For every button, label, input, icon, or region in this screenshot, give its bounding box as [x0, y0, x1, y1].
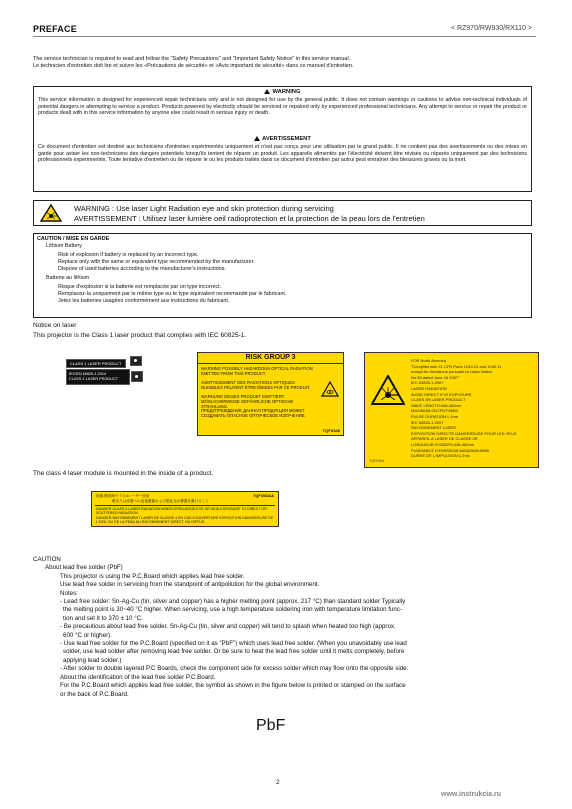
- module-text: The class 4 laser module is mounted in the inside of a product.: [33, 470, 214, 477]
- class-laser-line: LASER RADIATION: [411, 386, 447, 391]
- risk-line: WARNING POSSIBLY HAZARDOUS OPTICAL RADIATION EMITTED FROM THIS PRODUCT.: [201, 366, 313, 376]
- battery-line-fr: Remplacez-la uniquement par le même type ou le type équivalent recommandé par le fabricant.: [58, 291, 287, 297]
- laser-warning-en: WARNING : Use laser Light Radiation eye and skin protection during servicing: [74, 204, 334, 213]
- laser-warning-fr: AVERTISSEMENT : Utilisez laser lumière oeil radioprotection et la protection de la peau lors de l'entretien: [74, 214, 425, 223]
- lead-free-caution: [33, 556, 533, 699]
- class-laser-line: FOR North America: [411, 358, 446, 363]
- class1-label-text: CLASS 1 LASER PRODUCT: [66, 359, 126, 368]
- notice-heading: Notice on laser: [33, 322, 77, 329]
- warning-heading: WARNING: [34, 89, 531, 95]
- battery-line-fr: Jetez les batteries usagées conformément aux instructions du fabricant.: [58, 298, 230, 304]
- eye-hazard-icon: [321, 381, 339, 397]
- jp-label-line: 眼または皮膚への直接暴露および散乱光の暴露を避けること: [112, 499, 210, 503]
- battery-line: Risk of explosion if battery is replaced by an incorrect type.: [58, 252, 199, 258]
- class-laser-line: CLASS 3R LASER PRODUCT: [411, 397, 466, 403]
- avertissement-heading: AVERTISSEMENT: [34, 136, 531, 142]
- laser-hazard-icon: [40, 204, 62, 222]
- jp-label-divider: [95, 505, 275, 506]
- iec-label-line: CLASS 1 LASER PRODUCT: [69, 377, 118, 381]
- watermark: www.instrukcia.ru: [441, 791, 502, 798]
- jp-label-line: 危険-開放時クラス4レーザー放射: [96, 494, 150, 498]
- class-laser-line: No.50 dated June 24 2007": [411, 374, 460, 380]
- note-line: - Be precautious about lead free solder. Sn-Ag-Cu (tin, silver and copper) will tend to splash when heated too high (approx.: [60, 623, 396, 631]
- class-laser-line: "Complies with 21 CFR Parts 1040.10 and 1040.11: [411, 363, 502, 369]
- notes-label: Notes:: [60, 589, 78, 597]
- warning-text: This service information is designed for experienced repair technicians only and is not designed for use by the general public. It does not contain warnings or cautions to advise non-technical individuals of potential dangers in attempting to service a product. Products powered by electricity should be serviced or repaired only by experienced professional technicians. Any attempt to service or repair the product or products dealt with in this service information by anyone else could result in serious injury or death.: [38, 97, 527, 116]
- caution-subheading: About lead free solder (PbF): [45, 564, 123, 572]
- class-laser-label: [364, 352, 539, 468]
- jp-label-line: DANGER-CLASS 4 LASER RADIATION WHEN OPEN AVOID EYE OR SKIN EXPOSURE TO DIRECT OR SCATTERED RADIATION: [96, 507, 267, 516]
- risk-group-title: RISK GROUP 3: [198, 353, 343, 364]
- battery-line: Replace only with the same or equivalent type recommended by the manufacturer.: [58, 259, 255, 265]
- class-laser-line: MAXIMUM OUTPUT:5MW: [411, 408, 458, 414]
- note-line: the melting point is 30~40 °C higher. When servicing, use a high temperature soldering iron with temperature limitation func-: [63, 606, 403, 614]
- caution-heading: CAUTION / MISE EN GARDE: [37, 236, 110, 242]
- class-laser-line: IEC 60825-1:2007: [411, 380, 444, 386]
- warning-box: [33, 86, 532, 192]
- page-title: PREFACE: [33, 24, 77, 34]
- class-laser-line: LONGUEUR D'ONDES:448-462nm: [411, 442, 475, 447]
- warning-triangle-icon: [264, 89, 270, 94]
- battery-title: Lithium Battery: [46, 243, 82, 249]
- caution-paragraph: or the back of P.C.Board.: [60, 690, 129, 698]
- caution-heading: CAUTION: [33, 556, 61, 563]
- laser-starburst-icon: [130, 356, 142, 366]
- iec-label: [66, 369, 130, 385]
- caution-box: [33, 233, 532, 318]
- pbf-symbol: PbF: [256, 717, 286, 734]
- class-laser-line: RAYONNEMENT LASER: [411, 425, 456, 431]
- class-laser-line: EXPOSITION DIRECTE DANGEREUSE POUR LES YEUX: [411, 430, 517, 436]
- avertissement-text: Ce document d'entretien est destiné aux techniciens d'entretien expérimentés uniquement et n'est pas conçu pour une utilisation par le grand public. Il ne contient pas des avertissements ou des mises en garde pour aviser les non-techniciens des dangers potentiels lorsqu'ils tentent de réparer un produit. Les appareils alimentés par l'électricité doivent être révisés ou réparés uniquement par des techniciens professionnels expérimentés. Toute tentative d'entretien ou de réparer le ou les produits traités dans ce document d'entretien par autrui peut entraîner des blessures graves ou la mort.: [38, 144, 527, 163]
- note-line: applying lead solder.): [63, 656, 122, 664]
- jp-label-code: TQFX502AA: [253, 494, 274, 498]
- class-laser-line: DUREE DE L'IMPULSION:1.1ms: [411, 453, 470, 459]
- intro-text: [33, 56, 533, 70]
- page-number: 2: [276, 779, 280, 786]
- risk-line: WARNUNG DIESES PRODUKT EMITTIERT MÖGLICHERWEISE GEFÄHRLICHE OPTISCHE STRAHLUNG.: [201, 394, 294, 409]
- jp-label-line: DANGER-RAYONNEMENT LASER DE CLASSE 4 EN CAS D'OUVERTURE EXPOSITION DANGEREUSE DE L'OEIL OU DE LA PEAU AU RAYONNEMENT DIRECT OU DIFFUS: [96, 516, 274, 525]
- class-laser-line: PUISSANCE D'EMISSION MAXIMUM:5MW: [411, 447, 490, 453]
- battery-line: Dispose of used batteries according to the manufacturer's instructions.: [58, 266, 226, 272]
- model-numbers: < RZ970/RW930/RX110 >: [450, 25, 532, 32]
- note-line: tion and set it to 370 ± 10 °C.: [63, 614, 143, 622]
- header-divider: [33, 36, 536, 37]
- intro-line-fr: Le technicien d'entretien doit lire et suivre les «Précautions de sécurité» et «Avis important de sécurité» dans ce manuel d'entretien.: [33, 63, 354, 69]
- note-line: - After solder to double layered P.C Boards, check the component side for excess solder which may flow onto the opposite side.: [60, 665, 409, 673]
- class-laser-line: PULSE DURATION:1.1ms: [411, 414, 458, 419]
- note-line: solder, use lead solder after removing lead free solder. Or be sure to heat the lead free solder until it melts completely, before: [63, 648, 405, 656]
- risk-line: ПРЕДУПРЕЖДЕНИЕ ДАННАЯ ПРОДУКЦИЯ МОЖЕТ СОЗДАВАТЬ ОПАСНОЕ ОПТИЧЕСКОЕ ИЗЛУЧЕНИЕ.: [201, 408, 306, 418]
- class-laser-code: TQFX354: [369, 459, 385, 463]
- class-laser-line: WAVE LENGTH:448-462nm: [411, 402, 462, 408]
- class-laser-line: AVOID DIRECT EYE EXPOSURE: [411, 391, 472, 397]
- laser-hazard-icon: [371, 375, 405, 405]
- class4-module-label: [91, 491, 279, 527]
- caution-paragraph: This projector is using the P.C.Board which applies lead free solder.: [60, 572, 245, 580]
- risk-group-label: [197, 352, 344, 436]
- iec-label-line: IEC/EN 60825-1:2014: [69, 372, 107, 376]
- risk-code: TQFX340: [322, 428, 340, 433]
- class-laser-line: except for deviations pursuant to Laser Notice: [411, 369, 493, 375]
- warning-triangle-icon: [254, 136, 260, 141]
- laser-warning-box: [33, 200, 532, 226]
- laser-starburst-icon: [131, 371, 143, 382]
- intro-line-en: The service technician is required to read and follow the "Safety Precautions" and "Important Safety Notice" in this service manual.: [33, 56, 351, 62]
- battery-line-fr: Risque d'explosion si la batterie est remplacée par un type incorrect.: [58, 284, 222, 290]
- class1-label: [66, 352, 142, 370]
- risk-line: AVERTISSEMENT DES RADIATIONS OPTIQUES NUISIBLES PEUVENT ÊTRE ÉMISES PAR CE PRODUIT.: [201, 380, 311, 390]
- note-line: - Use lead free solder for the P.C.Board (specified on it as "PbF") which uses lead free solder. (When you unavoidably use lead: [60, 640, 407, 648]
- caution-paragraph: About the identification of the lead free solder P.C.Board.: [60, 673, 216, 681]
- battery-title-fr: Batterie au lithium: [46, 275, 90, 281]
- note-line: 600 °C or higher).: [63, 631, 112, 639]
- note-line: - Lead free solder: Sn-Ag-Cu (tin, silver and copper) has a higher melting point (approx. 217 °C) than standard solder Typically: [60, 598, 406, 606]
- class-laser-line: APPAREIL A LASER DE CLASSE 3R: [411, 436, 478, 442]
- caution-paragraph: For the P.C.Board which applies lead free solder, the symbol as shown in the figure below is printed or stamped on the surface: [60, 682, 406, 690]
- notice-text: This projector is the Class 1 laser product that complies with IEC 60825-1.: [33, 332, 247, 339]
- caution-paragraph: Use lead free solder in servicing from the standpoint of antipollution for the global environment.: [60, 581, 320, 589]
- class-laser-line: IEC 60825-1:2007: [411, 419, 444, 425]
